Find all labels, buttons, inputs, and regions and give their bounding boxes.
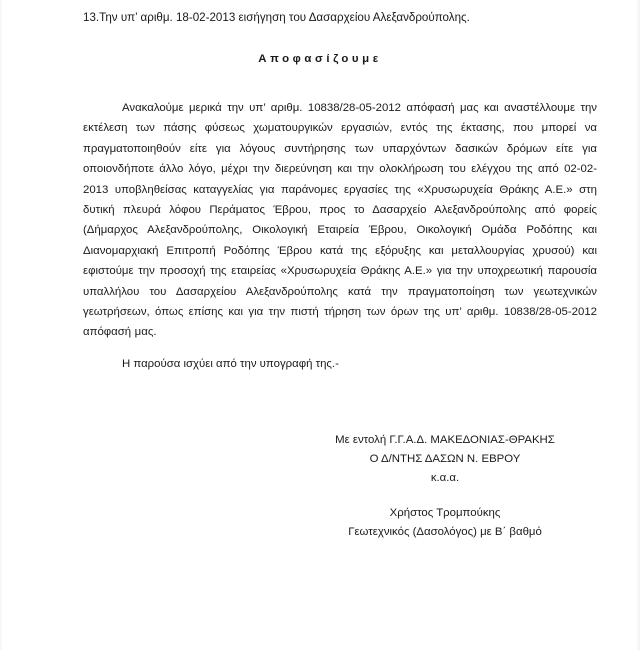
decision-heading: Αποφασίζουμε <box>258 53 382 65</box>
authority-line-deputy: κ.α.α. <box>430 472 460 484</box>
scan-right-edge <box>636 0 640 650</box>
decision-body-paragraph: Ανακαλούμε μερικά την υπ’ αριθμ. 10838/28-05-2012 απόφασή μας και αναστέλλουμε την εκτέλεση των πάσης φύσεως χωματουργικών εργασιών, εντός της έκτασης, που μπορεί να πραγματοποιηθούν είτε για λόγους συντήρησης των υπαρχόντων δασικών δρόμων είτε για οποιονδήποτε άλλο λόγο, μέχρι την διερεύνηση και την ολοκλήρωση του ελέγχου της από 02-02-2013 υποβληθείσας καταγγελίας για παράνομες εργασίες της «Χρυσωρυχεία Θράκης Α.Ε.» στη δυτική πλευρά λόφου Περάματος Έβρου, προς το Δασαρχείο Αλεξανδρούπολης από φορείς (Δήμαρχος Αλεξανδρούπολης, Οικολογική Εταιρεία Έβρου, Οικολογική Ομάδα Ροδόπης και Διανομαρχιακή Επιτροπή Ροδόπης Έβρου κατά της εξόρυξης και μεταλλουργίας χρυσού) και εφιστούμε την προσοχή της εταιρείας «Χρυσωρυχεία Θράκης Α.Ε.» για την υποχρεωτική παρουσία υπαλλήλου του Δασαρχείου Αλεξανδρούπολης κατά την πραγματοποίηση των γεωτεχνικών γεωτρήσεων, όπως επίσης και για την πιστή τήρηση των όρων της υπ’ αριθμ. 10838/28-05-2012 απόφασή μας. <box>83 102 597 339</box>
signatory-block <box>310 504 580 542</box>
signature-authority-block <box>310 431 580 488</box>
validity-statement: Η παρούσα ισχύει από την υπογραφή της.- <box>122 358 339 370</box>
scan-left-edge <box>0 0 3 650</box>
signatory-name: Χρήστος Τρομπούκης <box>389 507 501 519</box>
authority-line-director: Ο Δ/ΝΤΗΣ ΔΑΣΩΝ Ν. ΕΒΡΟΥ <box>369 453 521 465</box>
reference-line: 13.Την υπ’ αριθμ. 18-02-2013 εισήγηση του Δασαρχείου Αλεξανδρούπολης. <box>83 11 470 24</box>
signatory-title: Γεωτεχνικός (Δασολόγος) με Β΄ βαθμό <box>348 526 542 538</box>
authority-line-mandate: Με εντολή Γ.Γ.Α.Δ. ΜΑΚΕΔΟΝΙΑΣ-ΘΡΑΚΗΣ <box>335 434 555 446</box>
